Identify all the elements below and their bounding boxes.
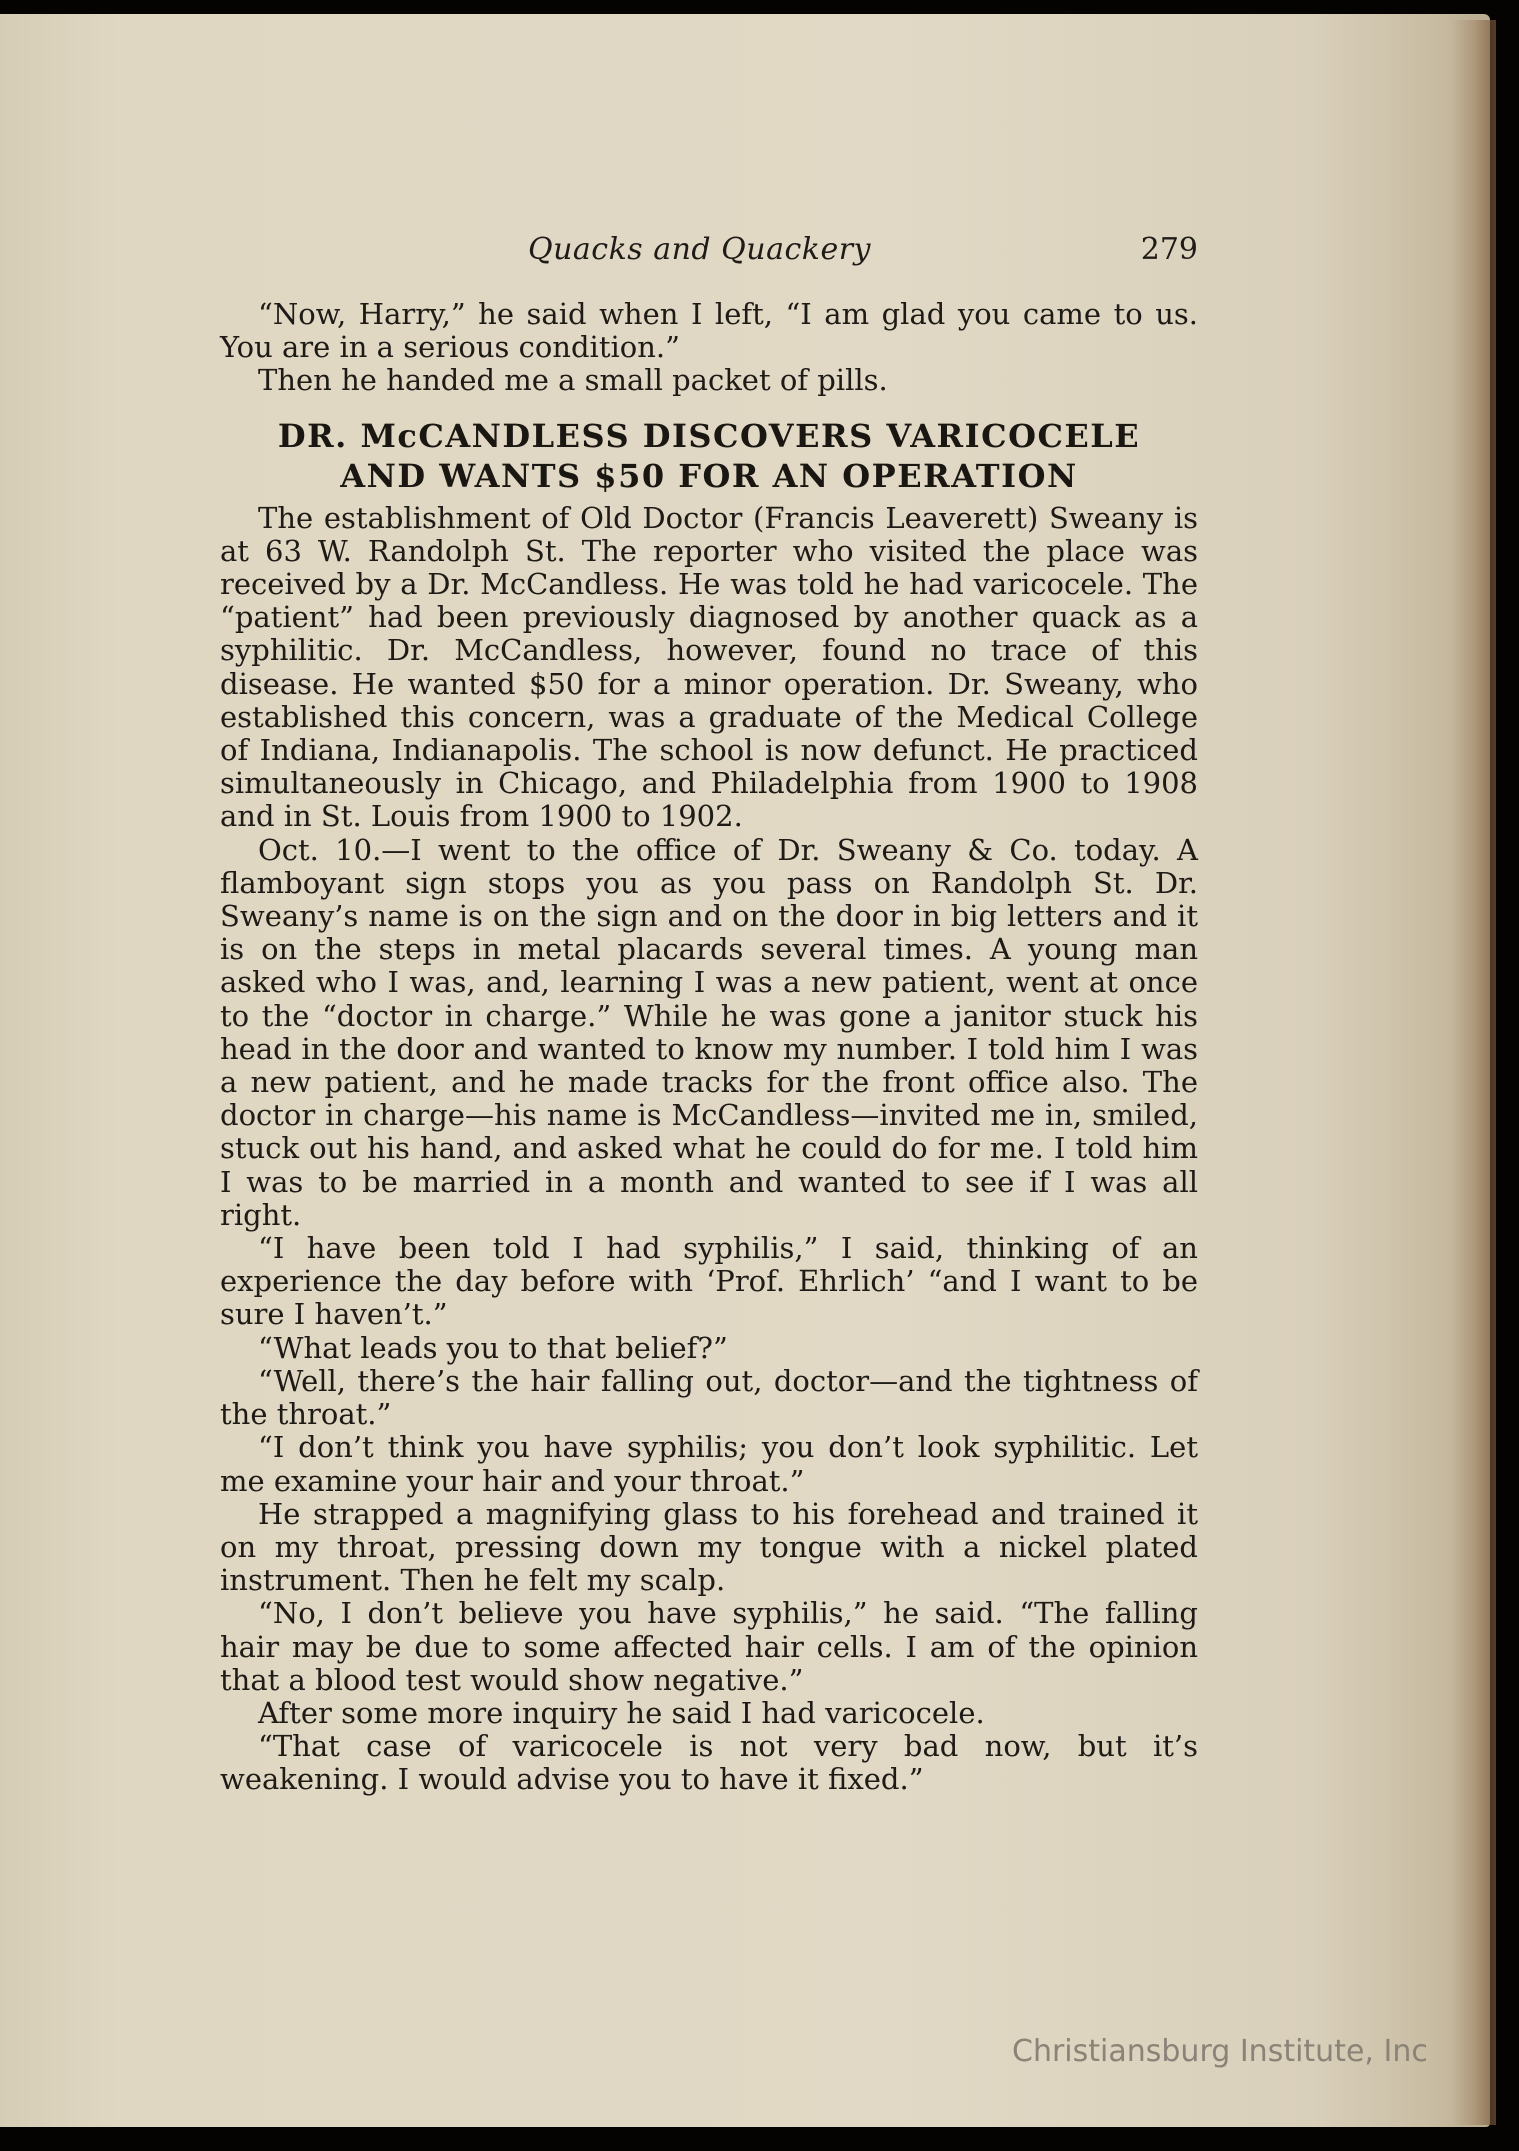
paragraph: “Well, there’s the hair falling out, doctor—and the tightness of the throat.” [220,1363,1198,1432]
paragraph: Then he handed me a small packet of pills. [258,363,888,398]
paragraph: He strapped a magnifying glass to his forehead and trained it on my throat, pressing down my tongue with a nickel plated instrument. Then he felt my scalp. [220,1496,1198,1598]
paragraph: “I have been told I had syphilis,” I said, thinking of an experience the day before with ‘Prof. Ehrlich’ “and I want to be sure I haven’t.” [220,1231,1198,1332]
paragraph: “I don’t think you have syphilis; you don’t look syphilitic. Let me examine your hair and your throat.” [220,1430,1198,1498]
watermark: Christiansburg Institute, Inc [1012,2034,1428,2069]
paragraph: “No, I don’t believe you have syphilis,” he said. “The falling hair may be due to some affected hair cells. I am of the opinion that a blood test would show negative.” [220,1596,1198,1697]
section-heading [220,416,1198,496]
running-head [222,232,1198,272]
paragraph: “What leads you to that belief?” [258,1330,728,1365]
page-edge-shadow [1452,20,1496,2125]
section-heading-line: AND WANTS $50 FOR AN OPERATION [340,456,1078,495]
body-text [220,298,1198,1797]
running-head-title: Quacks and Quackery [528,232,871,267]
page-number: 279 [1140,232,1198,267]
paragraph: The establishment of Old Doctor (Francis Leaverett) Sweany is at 63 W. Randolph St. The reporter who visited the place was received by a Dr. McCandless. He was told he had varicocele. The “patient” had been previously diagnosed by another quack as a syphilitic. Dr. McCandless, however, found no trace of this disease. He wanted $50 for a minor operation. Dr. Sweany, who established this concern, was a graduate of the Medical College of Indiana, Indianapolis. The school is now defunct. He practiced simultaneously in Chicago, and Philadelphia from 1900 to 1908 and in St. Louis from 1900 to 1902. [220,500,1198,834]
paragraph: “Now, Harry,” he said when I left, “I am glad you came to us. You are in a serious condition.” [220,297,1198,365]
paragraph: After some more inquiry he said I had varicocele. [258,1695,985,1730]
paragraph: “That case of varicocele is not very bad now, but it’s weakening. I would advise you to have it fixed.” [220,1729,1198,1797]
section-heading-line: DR. McCANDLESS DISCOVERS VARICOCELE [277,416,1141,455]
paragraph: Oct. 10.—I went to the office of Dr. Sweany & Co. today. A flamboyant sign stops you as you pass on Randolph St. Dr. Sweany’s name is on the sign and on the door in big letters and it is on the steps in metal placards several times. A young man asked who I was, and, learning I was a new patient, went at once to the “doctor in charge.” While he was gone a janitor stuck his head in the door and wanted to know my number. I told him I was a new patient, and he made tracks for the front office also. The doctor in charge—his name is McCandless—invited me in, smiled, stuck out his hand, and asked what he could do for me. I told him I was to be married in a month and wanted to see if I was all right. [220,832,1198,1232]
